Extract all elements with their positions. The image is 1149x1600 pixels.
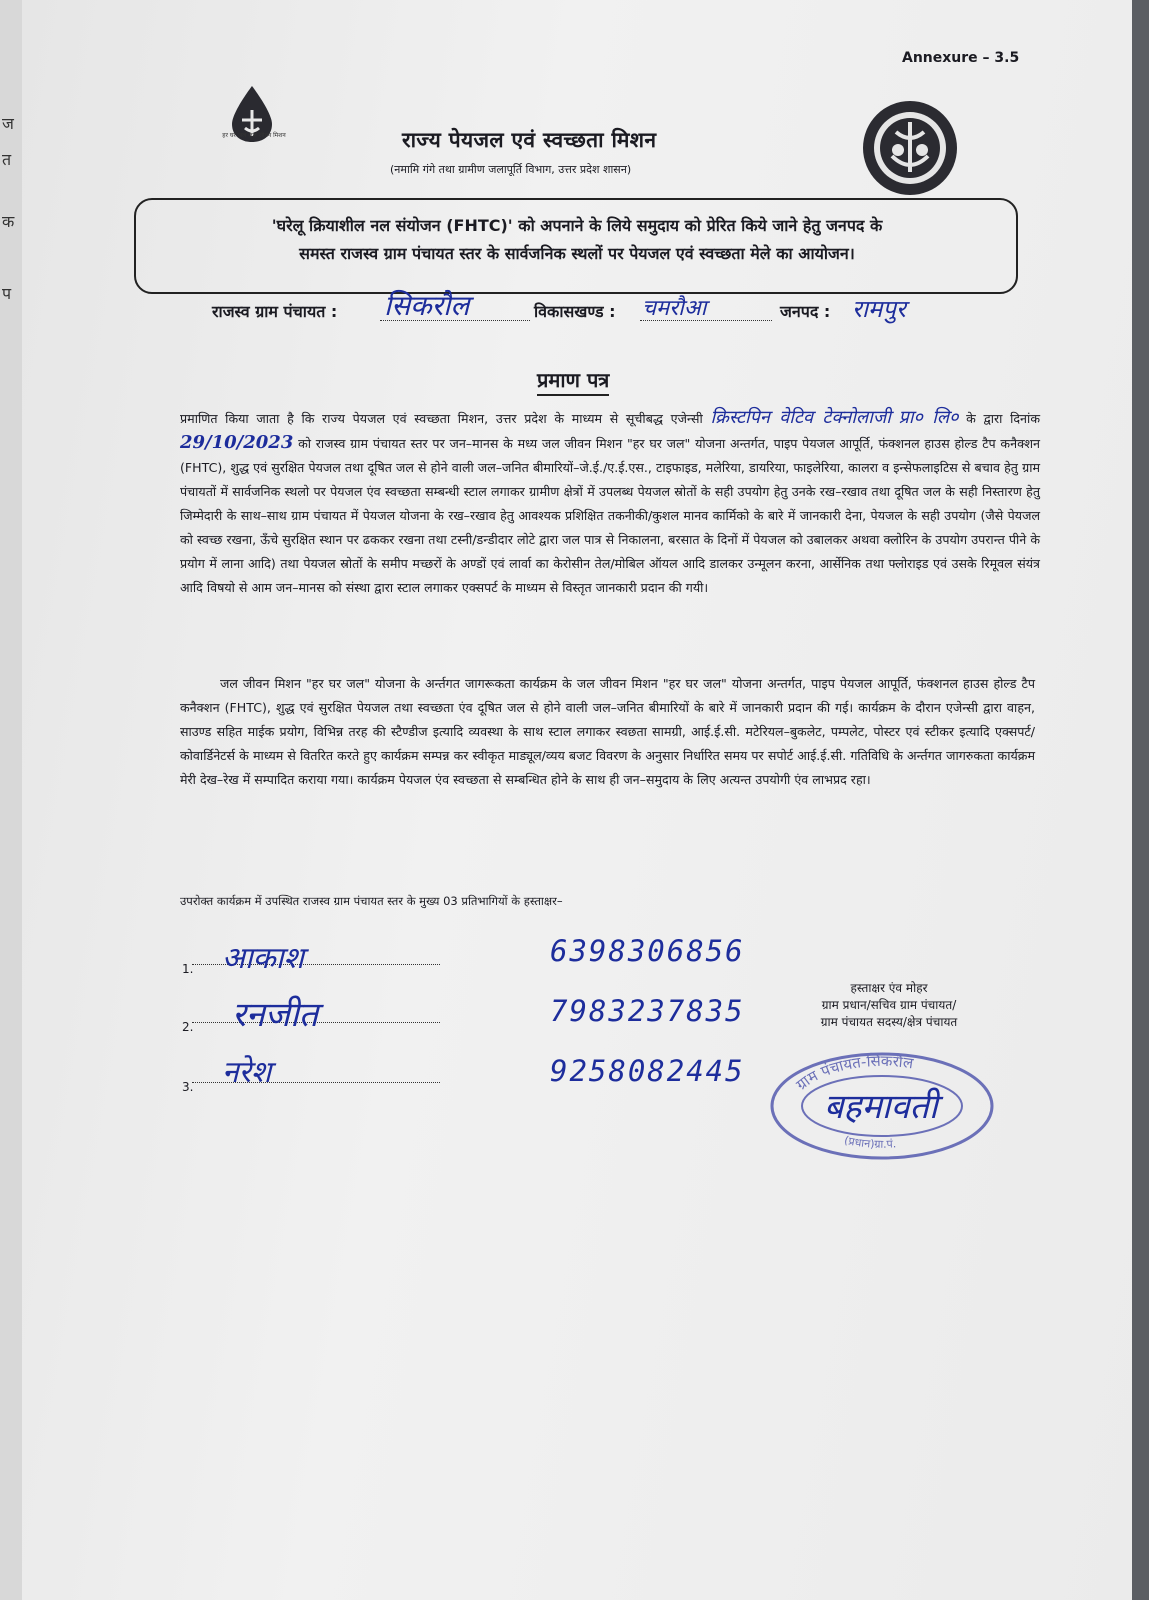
stamp-text-top: ग्राम पंचायत-सिकरौल xyxy=(792,1051,915,1094)
district-label: जनपद : xyxy=(780,302,831,321)
event-date-handwritten: 29/10/2023 xyxy=(180,432,294,453)
edge-fragment: त xyxy=(2,150,12,169)
event-banner-text xyxy=(152,212,1002,268)
agency-suffix-handwritten: प्रा० लि० xyxy=(898,407,959,428)
mission-title: राज्य पेयजल एवं स्वच्छता मिशन xyxy=(402,128,657,152)
participant-number: 1. xyxy=(182,962,194,976)
para1-text-a: प्रमाणित किया जाता है कि राज्य पेयजल एवं स्वच्छता मिशन, उत्तर प्रदेश के माध्यम से सूचीबद्ध एजेन्सी xyxy=(180,411,703,426)
certificate-paragraph-1 xyxy=(180,406,1040,600)
adjacent-page-edge xyxy=(0,0,22,1600)
participant-phone: 7983237835 xyxy=(550,994,745,1028)
banner-line: 'घरेलू क्रियाशील नल संयोजन (FHTC)' को अपनाने के लिये समुदाय को प्रेरित किये जाने हेतु जनपद के xyxy=(271,216,883,235)
up-government-seal-icon xyxy=(860,98,960,198)
logo-caption: हर घर जल जल जीवन मिशन xyxy=(222,132,286,139)
edge-fragment: प xyxy=(2,284,12,303)
edge-fragment: ज xyxy=(2,114,14,133)
participants-intro: उपरोक्त कार्यक्रम में उपस्थित राजस्व ग्राम पंचायत स्तर के मुख्य 03 प्रतिभागियों के हस्ताक्षर– xyxy=(180,894,563,908)
participant-signature: रनजीत xyxy=(232,995,319,1035)
certificate-heading: प्रमाण पत्र xyxy=(537,366,609,396)
participant-phone: 6398306856 xyxy=(550,934,745,968)
panchayat-underline xyxy=(380,320,530,321)
certificate-paragraph-2 xyxy=(180,672,1035,792)
panchayat-head-signature: बहमावती xyxy=(824,1087,938,1127)
panchayat-value: सिकरौल xyxy=(384,289,470,322)
para1-text-b: के द्वारा दिनांक xyxy=(966,411,1040,426)
banner-line: समस्त राजस्व ग्राम पंचायत स्तर के सार्वजनिक स्थलों पर पेयजल एवं स्वच्छता मेले का आयोजन। xyxy=(299,244,855,263)
participant-signature: नरेश xyxy=(222,1055,272,1090)
para2-text: जल जीवन मिशन "हर घर जल" योजना के अर्न्तगत जागरूकता कार्यक्रम के जल जीवन मिशन "हर घर जल" योजना अन्तर्गत, पाइप पेयजल आपूर्ति, फंक्शनल हाउस होल्ड टैप कनैक्शन (FHTC), शुद्ध एवं सुरक्षित पेयजल तथा स्वच्छता एंव दूषित जल से होने वाली जल–जनित बीमारियों के बारे में जानकारी प्रदान की गई। कार्यक्रम के दौरान एजेन्सी द्वारा वाहन, साउण्ड सहित माईक प्रयोग, विभिन्न तरह की स्टैण्डीज इत्यादि व्यवस्था के साथ स्टाल लगाकर स्वछता सामग्री, आई.ई.सी. मटेरियल–बुकलेट, पम्पलेट, पोस्टर एवं स्टीकर इत्यादि एक्सपर्ट/कोवार्डिनेटर्स के माध्यम से वितरित करते हुए कार्यक्रम सम्पन्न कर स्वीकृत माड्यूल/व्यय बजट विवरण के अनुसार निर्धारित समय पर सपोर्ट आई.ई.सी. गतिविधि के अर्न्तगत जागरुकता कार्यक्रम मेरी देख–रेख में सम्पादित कराया गया। कार्यक्रम पेयजल एंव स्वच्छता से सम्बन्धित होने के साथ ही जन–समुदाय के लिए अत्यन्त उपयोगी एंव लाभप्रद रहा। xyxy=(180,676,1035,787)
district-value: रामपुर xyxy=(852,295,906,323)
mission-subtitle: (नमामि गंगे तथा ग्रामीण जलापूर्ति विभाग, उत्तर प्रदेश शासन) xyxy=(390,163,632,176)
gram-panchayat-stamp xyxy=(762,1042,1002,1162)
participant-phone: 9258082445 xyxy=(550,1054,745,1088)
participant-number: 2. xyxy=(182,1020,194,1034)
participant-number: 3. xyxy=(182,1080,194,1094)
panchayat-label: राजस्व ग्राम पंचायत : xyxy=(212,302,338,321)
block-underline xyxy=(640,320,772,321)
agency-name-handwritten: क्रिस्टपिन वेटिव टेक्नोलाजी xyxy=(710,407,891,428)
signatory-line: ग्राम पंचायत सदस्य/क्षेत्र पंचायत xyxy=(820,1015,958,1029)
block-value: चमरौआ xyxy=(642,296,707,321)
signatory-role xyxy=(764,980,1014,1031)
participant-signature: आकाश xyxy=(222,941,304,976)
signatory-line: हस्ताक्षर एंव मोहर xyxy=(850,981,928,995)
stamp-text-bottom: (प्रधान)ग्रा.पं. xyxy=(842,1133,897,1151)
water-drop-logo-icon xyxy=(212,80,292,160)
annexure-label: Annexure – 3.5 xyxy=(902,50,1020,66)
para1-text-c: को राजस्व ग्राम पंचायत स्तर पर जन–मानस के मध्य जल जीवन मिशन "हर घर जल" योजना अन्तर्गत, पाइप पेयजल आपूर्ति, फंक्शनल हाउस होल्ड टैप कनैक्शन (FHTC), शुद्ध एवं सुरक्षित पेयजल तथा दूषित जल से होने वाली जल–जनित बीमारियों–जे.ई./ए.ई.एस., टाइफाइड, मलेरिया, डायरिया, फाइलेरिया, कालरा व इन्सेफलाइटिस से बचाव हेतु ग्राम पंचायतों में सार्वजनिक स्थलो पर पेयजल एंव स्वच्छता सम्बन्धी स्टाल लगाकर ग्रामीण क्षेत्रों में उपलब्ध पेयजल स्रोतों के सही उपयोग हेतु उनके रख–रखाव तथा दूषित जल के सही निस्तारण हेतु जिम्मेदारी के साथ–साथ ग्राम पंचायत में पेयजल योजना के रख–रखाव हेतु आवश्यक प्रशिक्षित तकनीकी/कुशल मानव कार्मिको के बारे में जानकारी देना, पेयजल के सही उपयोग (जैसे पेयजल को स्वच्छ रखना, ऊँचे सुरक्षित स्थान पर ढककर रखना तथा टस्नी/डन्डीदार लोटे द्वारा जल पात्र से निकालना, बरसात के दिनों में पेयजल को उबालकर अथवा क्लोरिन के उपयोग उपरान्त पीने के प्रयोग में लाना आदि) तथा पेयजल स्रोतों के समीप मच्छरों के अण्डों एवं लार्वा का केरोसीन तेल/मोबिल ऑयल आदि डालकर उन्मूलन करना, आर्सेनिक तथा फ्लोराइड एवं उसके रिमूवल संयंत्र आदि विषयो से आम जन–मानस को संस्था द्वारा स्टाल लगाकर एक्सपर्ट के माध्यम से विस्तृत जानकारी प्रदान की गयी। xyxy=(180,436,1040,595)
signatory-line: ग्राम प्रधान/सचिव ग्राम पंचायत/ xyxy=(821,998,957,1012)
block-label: विकासखण्ड : xyxy=(534,302,616,321)
certificate-page xyxy=(22,0,1132,1600)
edge-fragment: क xyxy=(2,212,15,231)
